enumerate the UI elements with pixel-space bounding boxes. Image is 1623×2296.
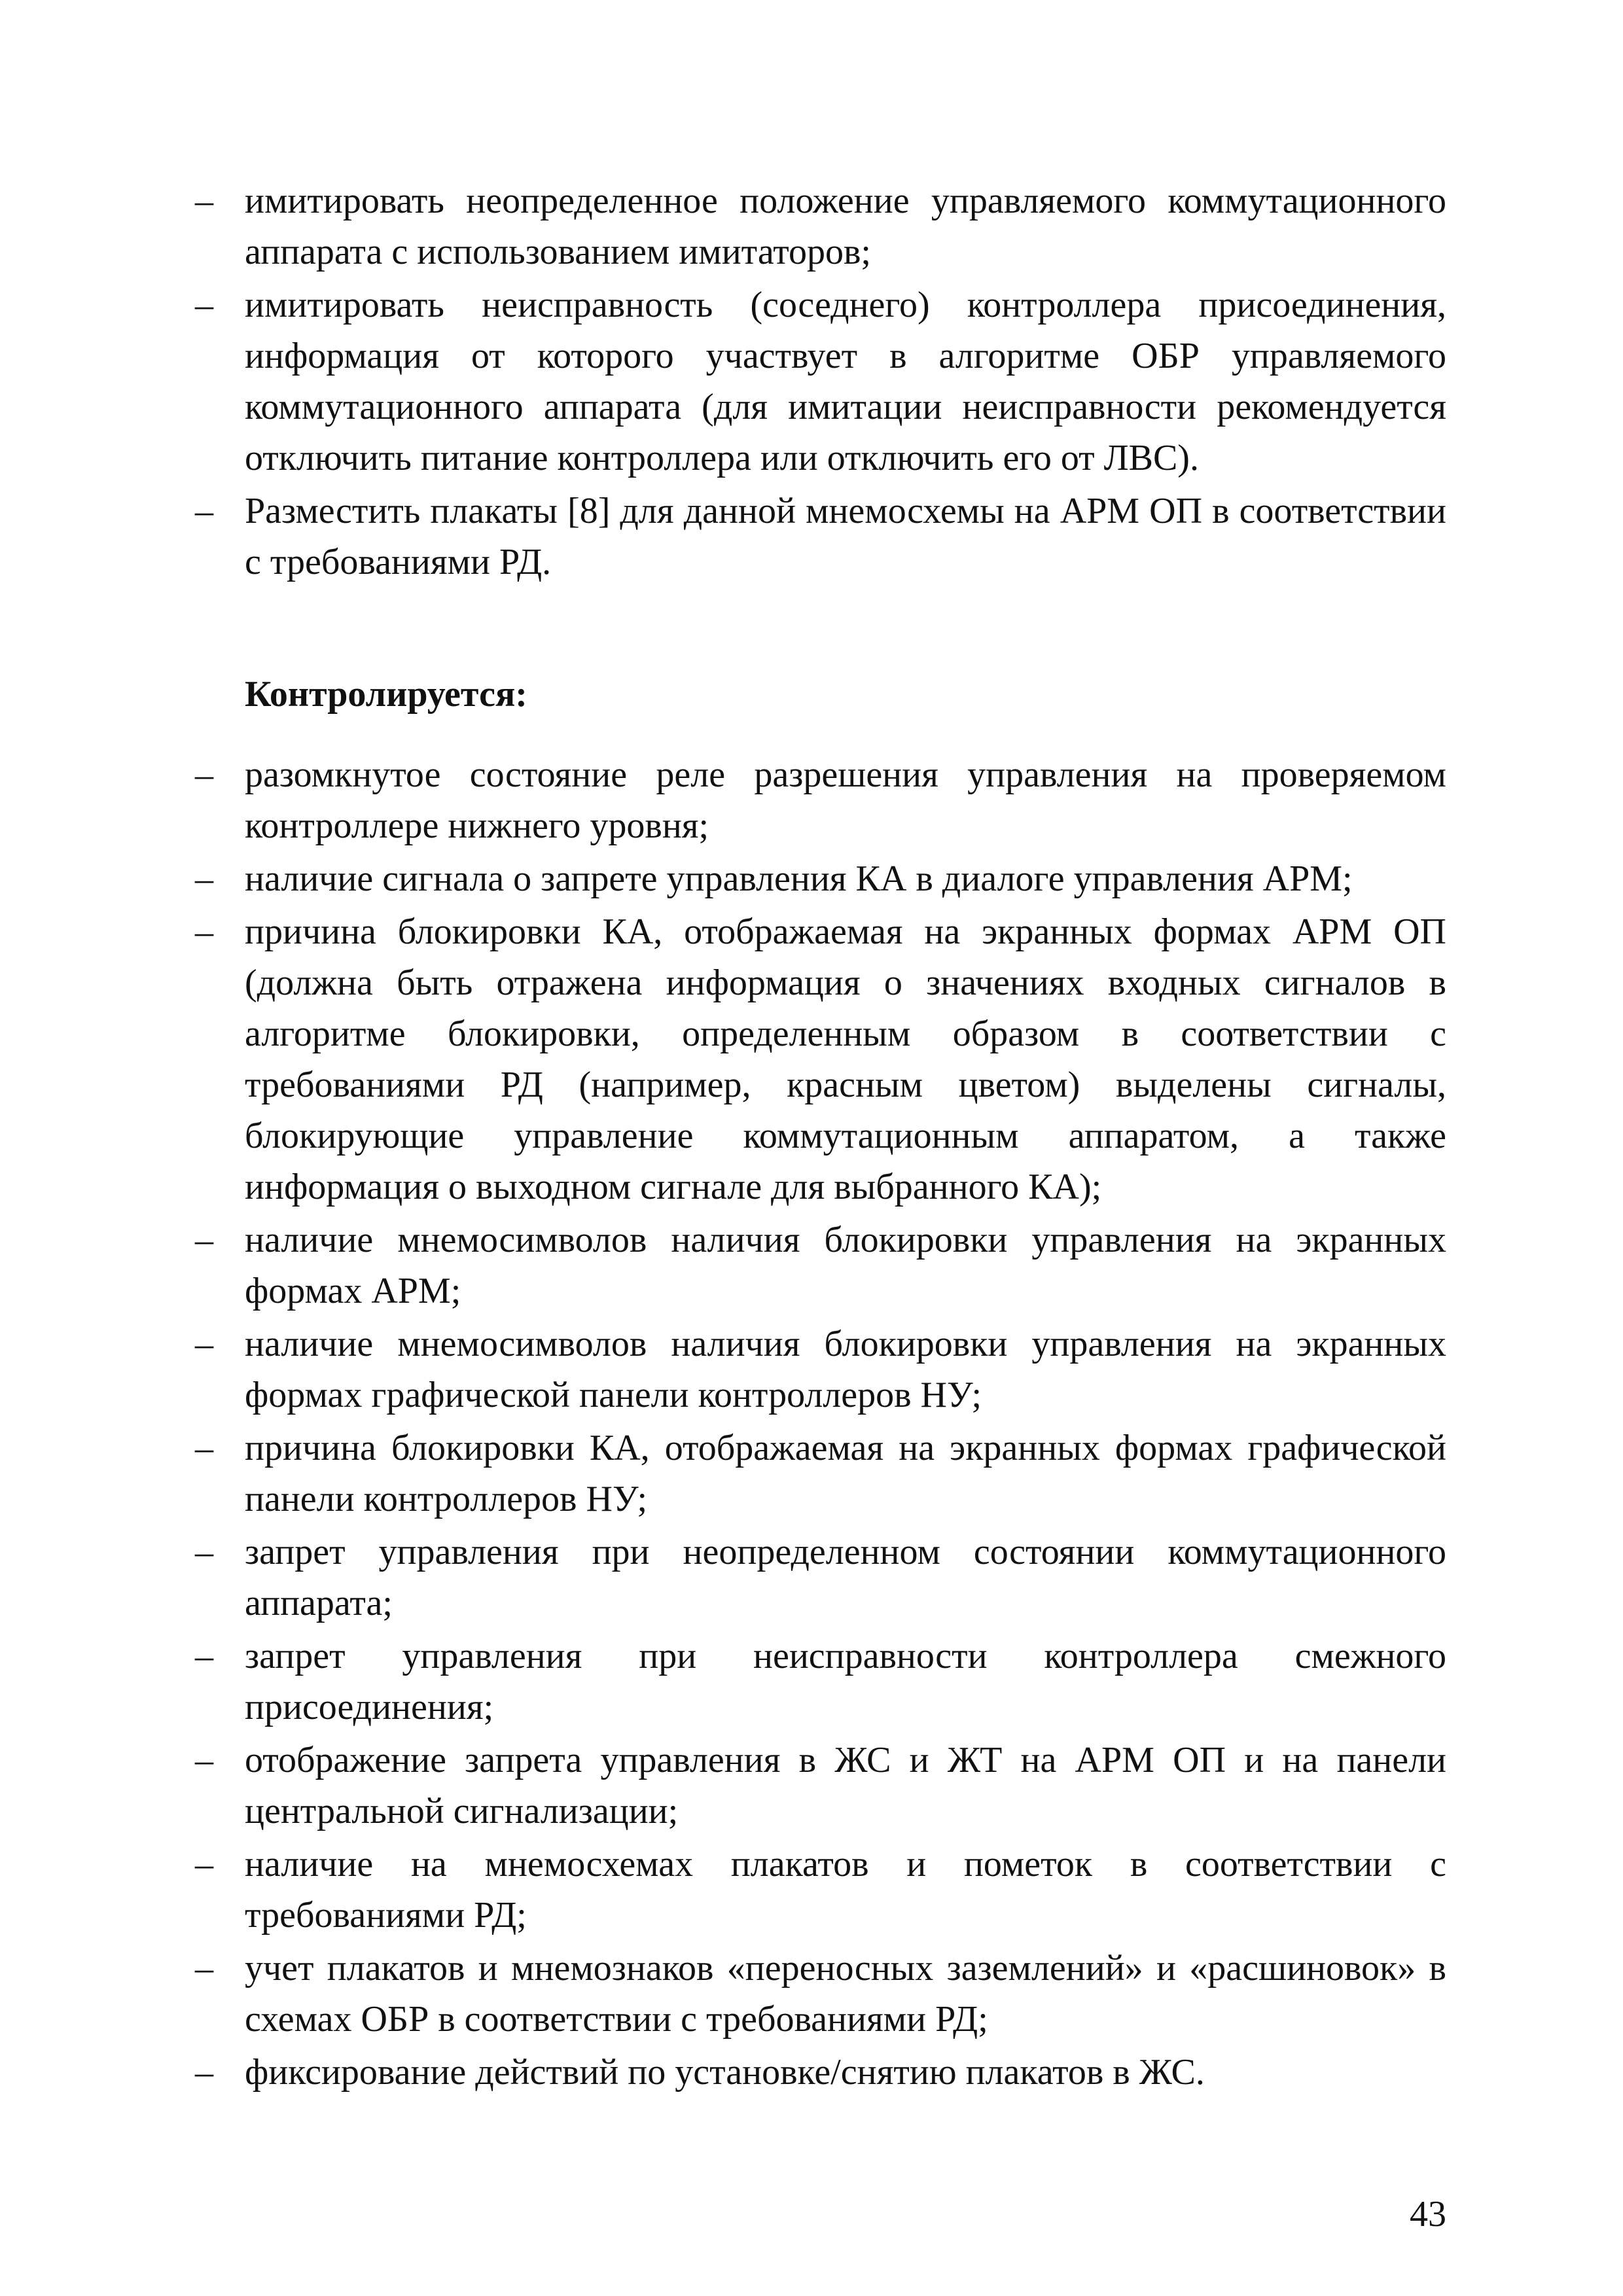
- dash-bullet: –: [195, 1844, 213, 1884]
- dash-bullet: –: [195, 911, 213, 952]
- list-item: [195, 1527, 1446, 1629]
- list-item-text: фиксирование действий по установке/снятию плакатов в ЖС.: [245, 2052, 1205, 2093]
- list-item: [195, 906, 1446, 1212]
- dash-bullet: –: [195, 491, 213, 531]
- dash-bullet: –: [195, 1740, 213, 1780]
- top-bullet-list: [195, 175, 1446, 590]
- list-item: [195, 1631, 1446, 1733]
- dash-bullet: –: [195, 1220, 213, 1260]
- dash-bullet: –: [195, 2052, 213, 2093]
- list-item-text: отображение запрета управления в ЖС и ЖТ на АРМ ОП и на панели центральной сигнализации;: [245, 1740, 1446, 1831]
- dash-bullet: –: [195, 1428, 213, 1468]
- list-item-text: наличие сигнала о запрете управления КА в диалоге управления АРМ;: [245, 858, 1353, 899]
- list-item-text: Разместить плакаты [8] для данной мнемосхемы на АРМ ОП в соответствии с требованиями РД.: [245, 491, 1446, 582]
- list-item: [195, 1422, 1446, 1525]
- list-item: [195, 175, 1446, 277]
- dash-bullet: –: [195, 1532, 213, 1572]
- controlled-bullet-list: [195, 749, 1446, 2100]
- list-item: [195, 749, 1446, 851]
- list-item: [195, 1839, 1446, 1941]
- dash-bullet: –: [195, 754, 213, 795]
- list-item-text: наличие на мнемосхемах плакатов и пометок в соответствии с требованиями РД;: [245, 1844, 1446, 1935]
- list-item: [195, 1943, 1446, 2045]
- dash-bullet: –: [195, 285, 213, 325]
- list-item-text: учет плакатов и мнемознаков «переносных заземлений» и «расшиновок» в схемах ОБР в соответствии с требованиями РД;: [245, 1948, 1446, 2040]
- list-item: [195, 1214, 1446, 1316]
- dash-bullet: –: [195, 858, 213, 899]
- section-heading: Контролируется:: [245, 674, 527, 715]
- list-item-text: разомкнутое состояние реле разрешения управления на проверяемом контроллере нижнего уровня;: [245, 754, 1446, 846]
- list-item-text: запрет управления при неопределенном состоянии коммутационного аппарата;: [245, 1532, 1446, 1623]
- list-item-text: наличие мнемосимволов наличия блокировки управления на экранных формах графической панели контроллеров НУ;: [245, 1324, 1446, 1415]
- list-item-text: причина блокировки КА, отображаемая на экранных формах графической панели контроллеров НУ;: [245, 1428, 1446, 1519]
- dash-bullet: –: [195, 1324, 213, 1364]
- list-item: [195, 486, 1446, 588]
- list-item: [195, 279, 1446, 484]
- list-item: [195, 1735, 1446, 1837]
- list-item: [195, 2047, 1446, 2098]
- list-item: [195, 853, 1446, 904]
- dash-bullet: –: [195, 181, 213, 221]
- list-item-text: наличие мнемосимволов наличия блокировки управления на экранных формах АРМ;: [245, 1220, 1446, 1311]
- list-item-text: имитировать неопределенное положение управляемого коммутационного аппарата с использованием имитаторов;: [245, 181, 1446, 272]
- dash-bullet: –: [195, 1636, 213, 1676]
- page-number: 43: [1410, 2194, 1446, 2234]
- list-item-text: причина блокировки КА, отображаемая на экранных формах АРМ ОП (должна быть отражена информация о значениях входных сигналов в алгоритме блокировки, определенным образом в соответствии с требованиями РД (например, красным цветом) выделены сигналы, блокирующие управление коммутационным аппаратом, а также информация о выходном сигнале для выбранного КА);: [245, 911, 1446, 1207]
- list-item: [195, 1318, 1446, 1421]
- list-item-text: имитировать неисправность (соседнего) контроллера присоединения, информация от которого участвует в алгоритме ОБР управляемого коммутационного аппарата (для имитации неисправности рекомендуется отключить питание контроллера или отключить его от ЛВС).: [245, 285, 1446, 478]
- dash-bullet: –: [195, 1948, 213, 1988]
- list-item-text: запрет управления при неисправности контроллера смежного присоединения;: [245, 1636, 1446, 1727]
